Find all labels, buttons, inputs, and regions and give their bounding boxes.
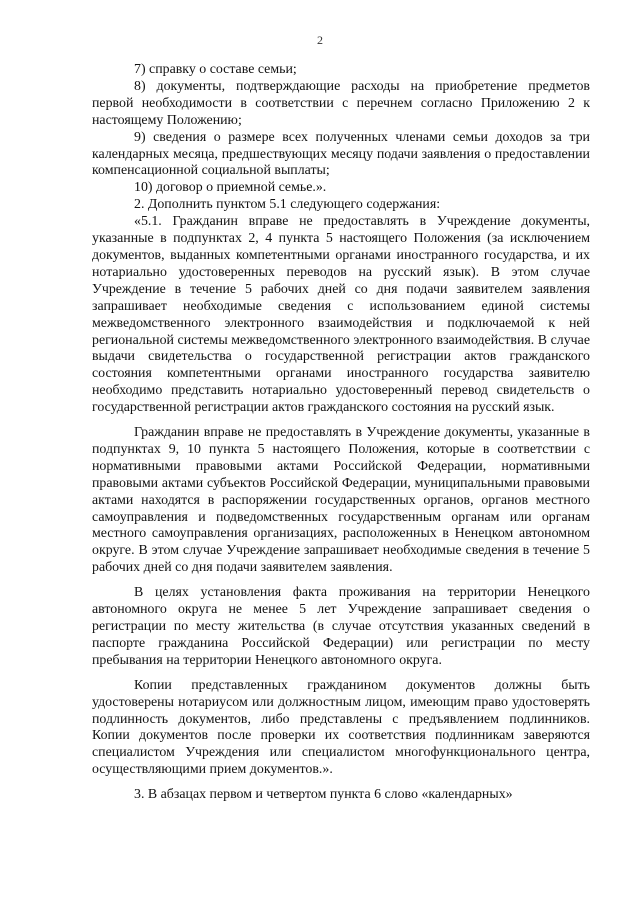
page-number: 2	[317, 33, 323, 47]
document-body	[92, 62, 590, 804]
paragraph-residence-fact: В целях установления факта проживания на территории Ненецкого автономного округа не менее 5 лет Учреждение запрашивает сведения о регистрации по месту жительства (в случае отсутствия указанных сведений в паспорте гражданина Российской Федерации) или регистрации по месту пребывания на территории Ненецкого автономного округа.	[92, 585, 590, 668]
paragraph-amendment-2: 2. Дополнить пунктом 5.1 следующего содержания:	[134, 197, 441, 213]
paragraph-item-10: 10) договор о приемной семье.».	[134, 180, 327, 196]
paragraph-clause-5-1: «5.1. Гражданин вправе не предоставлять в Учреждение документы, указанные в подпунктах 2, 4 пункта 5 настоящего Положения (за исключением документов, выданных компетентными органами иностранного государства, и их нотариально удостоверенных переводов на русский язык). В этом случае Учреждение в течение 5 рабочих дней со дня подачи заявителем заявления запрашивает необходимые сведения с использованием единой системы межведомственного электронного взаимодействия и подключаемой к ней региональной системы межведомственного электронного взаимодействия. В случае выдачи свидетельства о государственной регистрации актов гражданского состояния компетентными органами иностранного государства заявителю необходимо представить нотариально удостоверенный перевод свидетельств о государственной регистрации актов гражданского состояния на русский язык.	[92, 214, 590, 416]
paragraph-item-7: 7) справку о составе семьи;	[134, 62, 297, 77]
paragraph-item-9: 9) сведения о размере всех полученных членами семьи доходов за три календарных месяца, предшествующих месяцу подачи заявления о предоставлении компенсационной социальной выплаты;	[92, 129, 590, 179]
paragraph-amendment-3: 3. В абзацах первом и четвертом пункта 6 слово «календарных»	[134, 787, 513, 803]
paragraph-clause-5-1-second: Гражданин вправе не предоставлять в Учреждение документы, указанные в подпунктах 9, 10 пункта 5 настоящего Положения, которые в соответствии с нормативными правовыми актами Российской Федерации, нормативными правовыми актами субъектов Российской Федерации, муниципальными правовыми актами находятся в распоряжении государственных органов, органов местного самоуправления и подведомственных государственным органам или органам местного самоуправления организациях, расположенных в Ненецком автономном округе. В этом случае Учреждение запрашивает необходимые сведения в течение 5 рабочих дней со дня подачи заявителем заявления.	[92, 425, 590, 576]
paragraph-item-8: 8) документы, подтверждающие расходы на приобретение предметов первой необходимости в соответствии с перечнем согласно Приложению 2 к настоящему Положению;	[92, 78, 590, 128]
paragraph-document-copies: Копии представленных гражданином документов должны быть удостоверены нотариусом или должностным лицом, имеющим право удостоверять подлинность документов, либо представлены с предъявлением подлинников. Копии документов после проверки их соответствия подлинникам заверяются специалистом Учреждения или специалистом многофункционального центра, осуществляющими прием документов.».	[92, 677, 590, 778]
